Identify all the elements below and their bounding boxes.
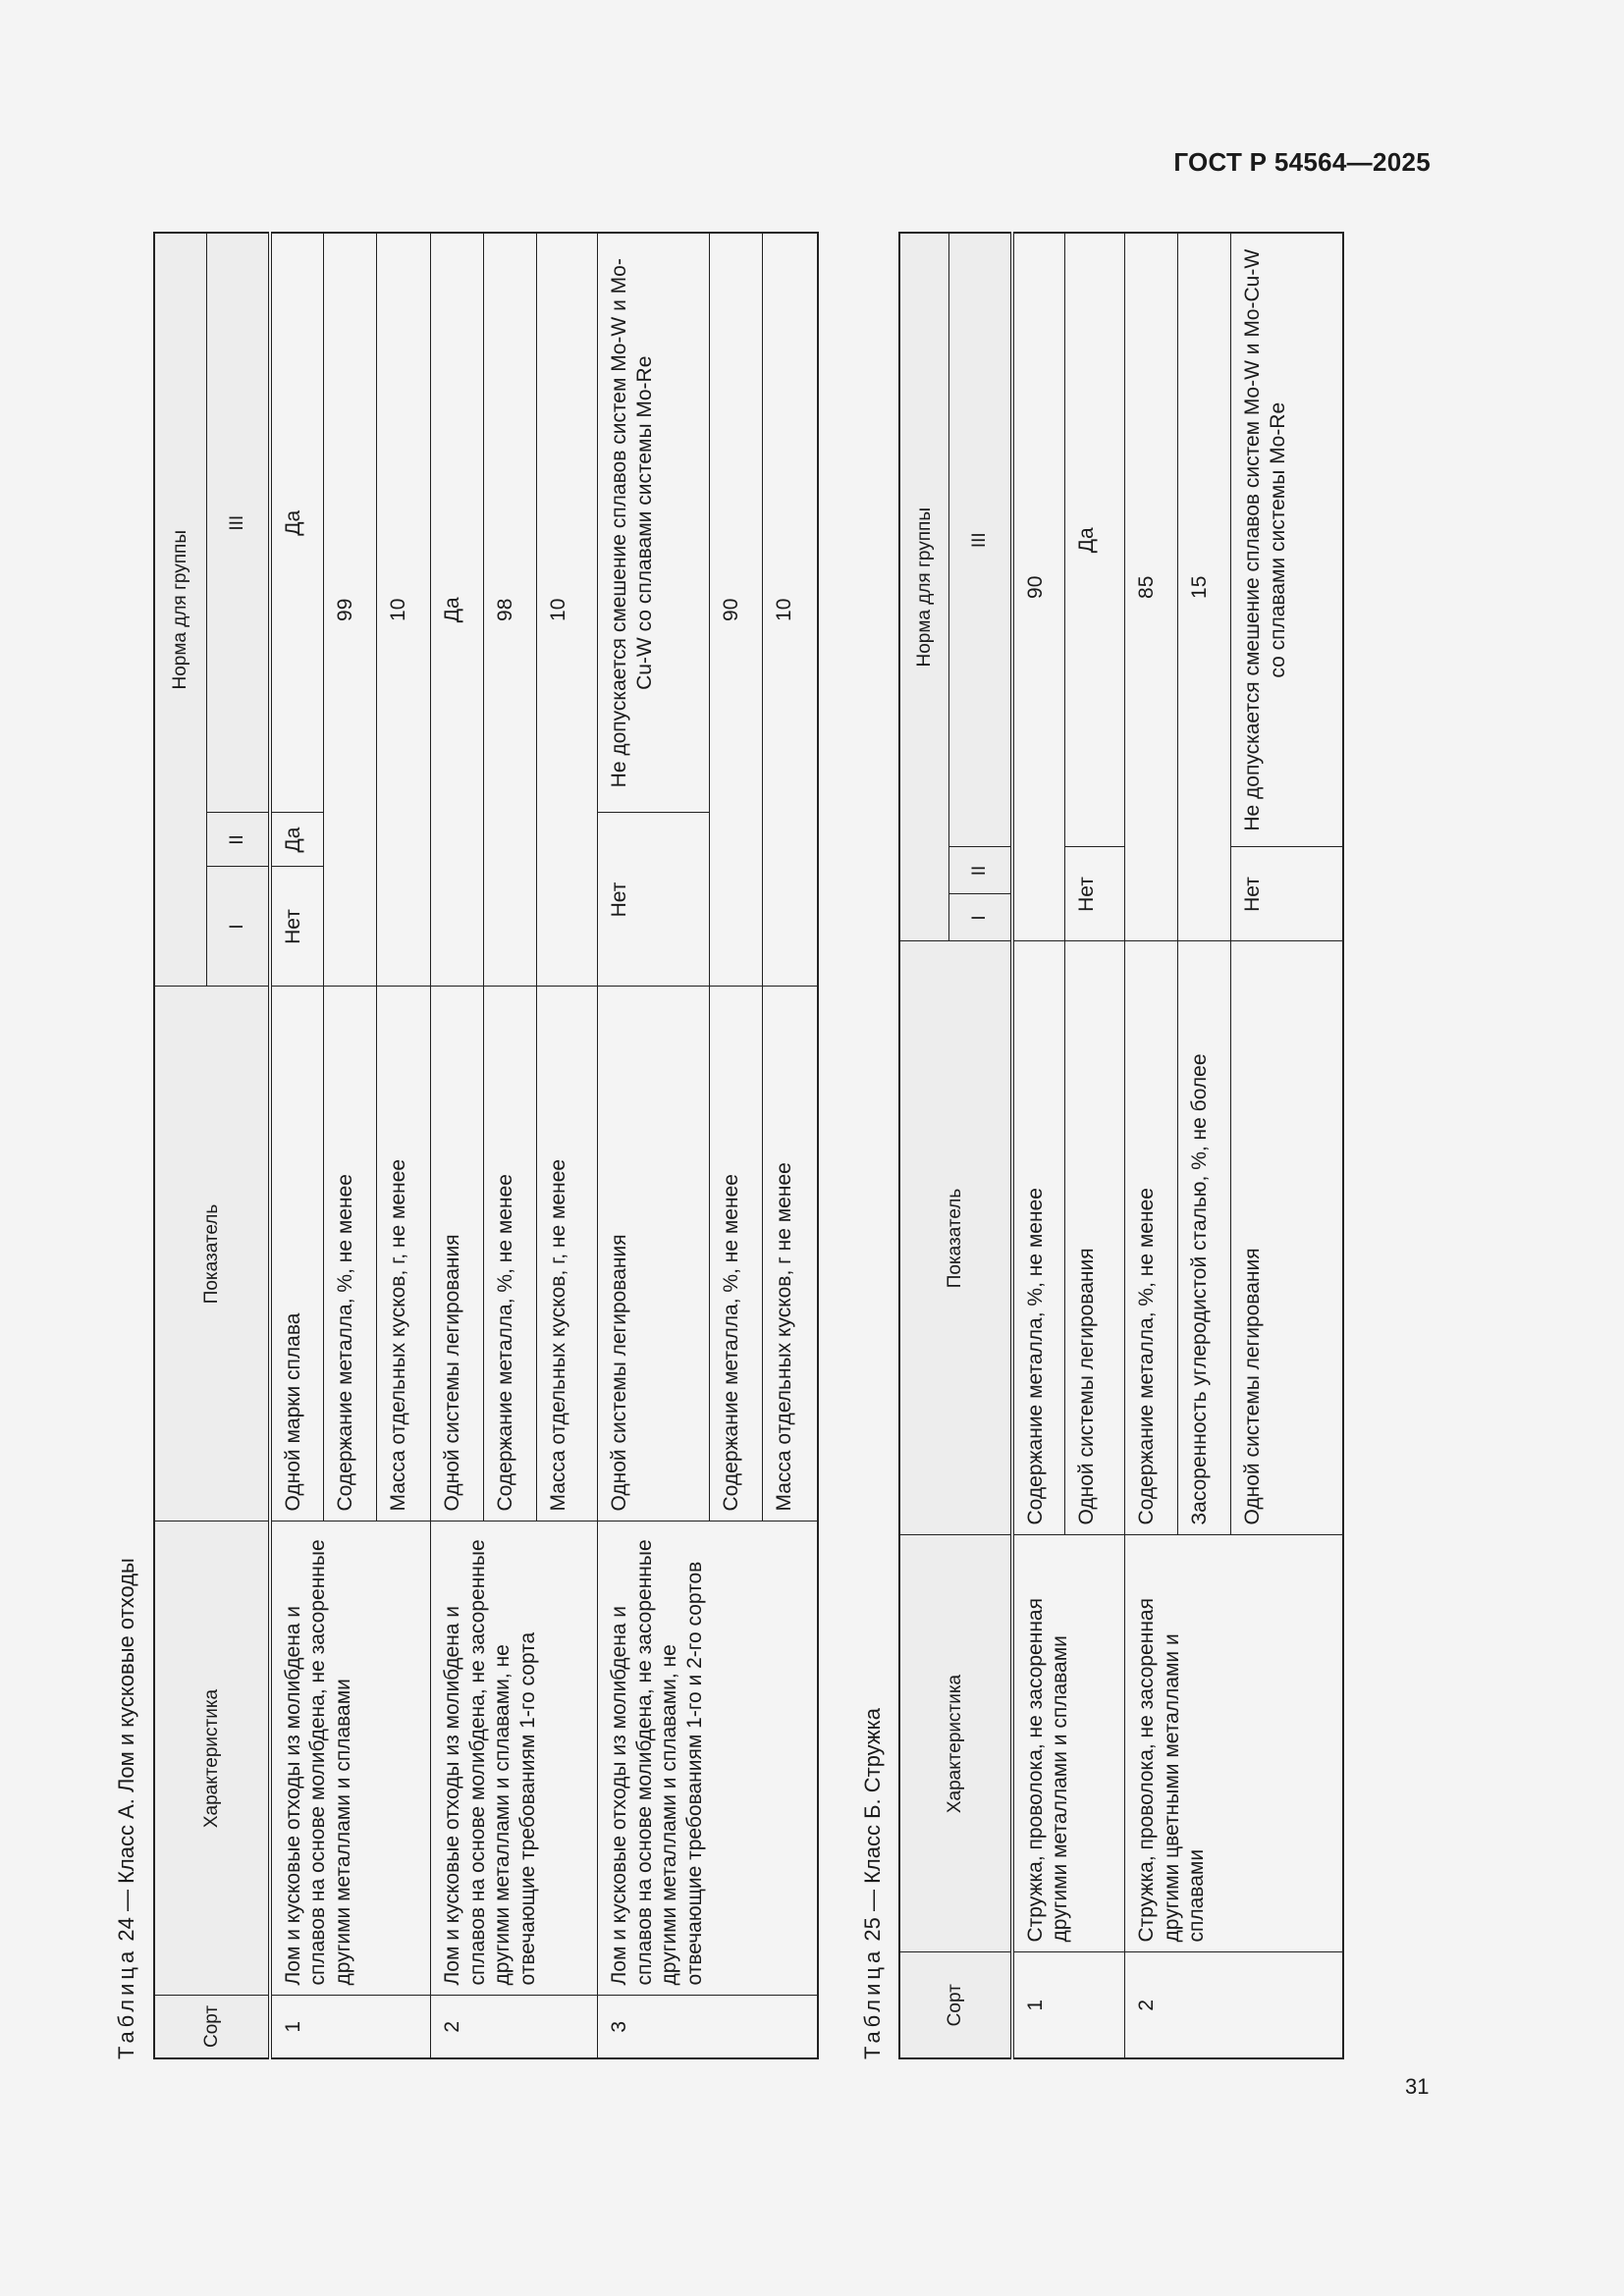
rotated-content [110,234,1337,2059]
page-number: 31 [1405,2074,1430,2099]
value-g1: Нет [1231,847,1343,941]
header-group-2: II [948,847,1012,894]
value-g2: Да [270,813,324,867]
characteristic-cell: Лом и кусковые отходы из молибдена и сплавов на основе молибдена, не засоренные другими металлами и сплавами, не отвечающие требованиям 1-го сорта [431,1522,598,1996]
value-cell: 90 [710,233,763,987]
value-g1: Нет [598,813,710,987]
value-g2-g3: Да [1065,233,1125,847]
indicator-cell: Одной марки сплава [270,987,324,1522]
value-cell: 85 [1125,233,1178,941]
header-sort: Сорт [899,1952,1012,2058]
indicator-cell: Масса отдельных кусков, г, не менее [537,987,598,1522]
indicator-cell: Содержание металла, %, не менее [1012,941,1065,1535]
value-cell: 15 [1178,233,1231,941]
indicator-cell: Одной системы легирования [1231,941,1343,1535]
table-25 [898,232,1344,2059]
caption-text: 25 — Класс Б. Стружка [860,1708,885,1948]
indicator-cell: Масса отдельных кусков, г, не менее [377,987,431,1522]
value-g2-g3: Не допускается смешение сплавов систем Mo-W и Mo-Cu-W со сплавами системы Mo-Re [1231,233,1343,847]
value-cell: 99 [324,233,377,987]
header-group-3: III [206,233,270,813]
sort-cell: 3 [598,1996,818,2058]
document-header: ГОСТ Р 54564—2025 [1173,147,1431,177]
characteristic-cell: Лом и кусковые отходы из молибдена и сплавов на основе молибдена, не засоренные другими металлами и сплавами, не отвечающие требованиям 1-го и 2-го сортов [598,1522,818,1996]
value-cell: 10 [377,233,431,987]
header-characteristic: Характеристика [154,1522,270,1996]
indicator-cell: Содержание металла, %, не менее [484,987,537,1522]
header-characteristic: Характеристика [899,1535,1012,1952]
value-g2-g3: Не допускается смешение сплавов систем Mo-W и Mo-Cu-W со сплавами системы Mo-Re [598,233,710,813]
table-24 [153,232,819,2059]
indicator-cell: Содержание металла, %, не менее [710,987,763,1522]
caption-text: 24 — Класс А. Лом и кусковые отходы [114,1558,138,1948]
header-norm: Норма для группы [154,233,206,987]
value-cell: 10 [537,233,598,987]
value-cell: 10 [763,233,818,987]
header-sort: Сорт [154,1996,270,2058]
caption-prefix: Таблица [114,1947,138,2059]
indicator-cell: Одной системы легирования [431,987,484,1522]
table-25-caption [860,1708,886,2059]
table-24-caption [114,1558,139,2059]
value-cell: 98 [484,233,537,987]
sort-cell: 2 [431,1996,598,2058]
value-cell: Да [431,233,484,987]
characteristic-cell: Лом и кусковые отходы из молибдена и сплавов на основе молибдена, не засоренные другими металлами и сплавами [270,1522,431,1996]
sort-cell: 1 [270,1996,431,2058]
caption-prefix: Таблица [860,1947,885,2059]
sort-cell: 2 [1125,1952,1343,2058]
characteristic-cell: Стружка, проволока, не засоренная другими цветными металлами и сплавами [1125,1535,1343,1952]
header-norm: Норма для группы [899,233,948,941]
header-group-1: I [948,894,1012,941]
indicator-cell: Содержание металла, %, не менее [1125,941,1178,1535]
header-group-2: II [206,813,270,867]
value-g3: Да [270,233,324,813]
characteristic-cell: Стружка, проволока, не засоренная другими металлами и сплавами [1012,1535,1125,1952]
indicator-cell: Одной системы легирования [1065,941,1125,1535]
indicator-cell: Содержание металла, %, не менее [324,987,377,1522]
sort-cell: 1 [1012,1952,1125,2058]
value-g1: Нет [270,867,324,987]
value-g1: Нет [1065,847,1125,941]
value-cell: 90 [1012,233,1065,941]
header-indicator: Показатель [899,941,1012,1535]
header-indicator: Показатель [154,987,270,1522]
indicator-cell: Одной системы легирования [598,987,710,1522]
indicator-cell: Засоренность углеродистой сталью, %, не более [1178,941,1231,1535]
indicator-cell: Масса отдельных кусков, г не менее [763,987,818,1522]
header-group-1: I [206,867,270,987]
header-group-3: III [948,233,1012,847]
